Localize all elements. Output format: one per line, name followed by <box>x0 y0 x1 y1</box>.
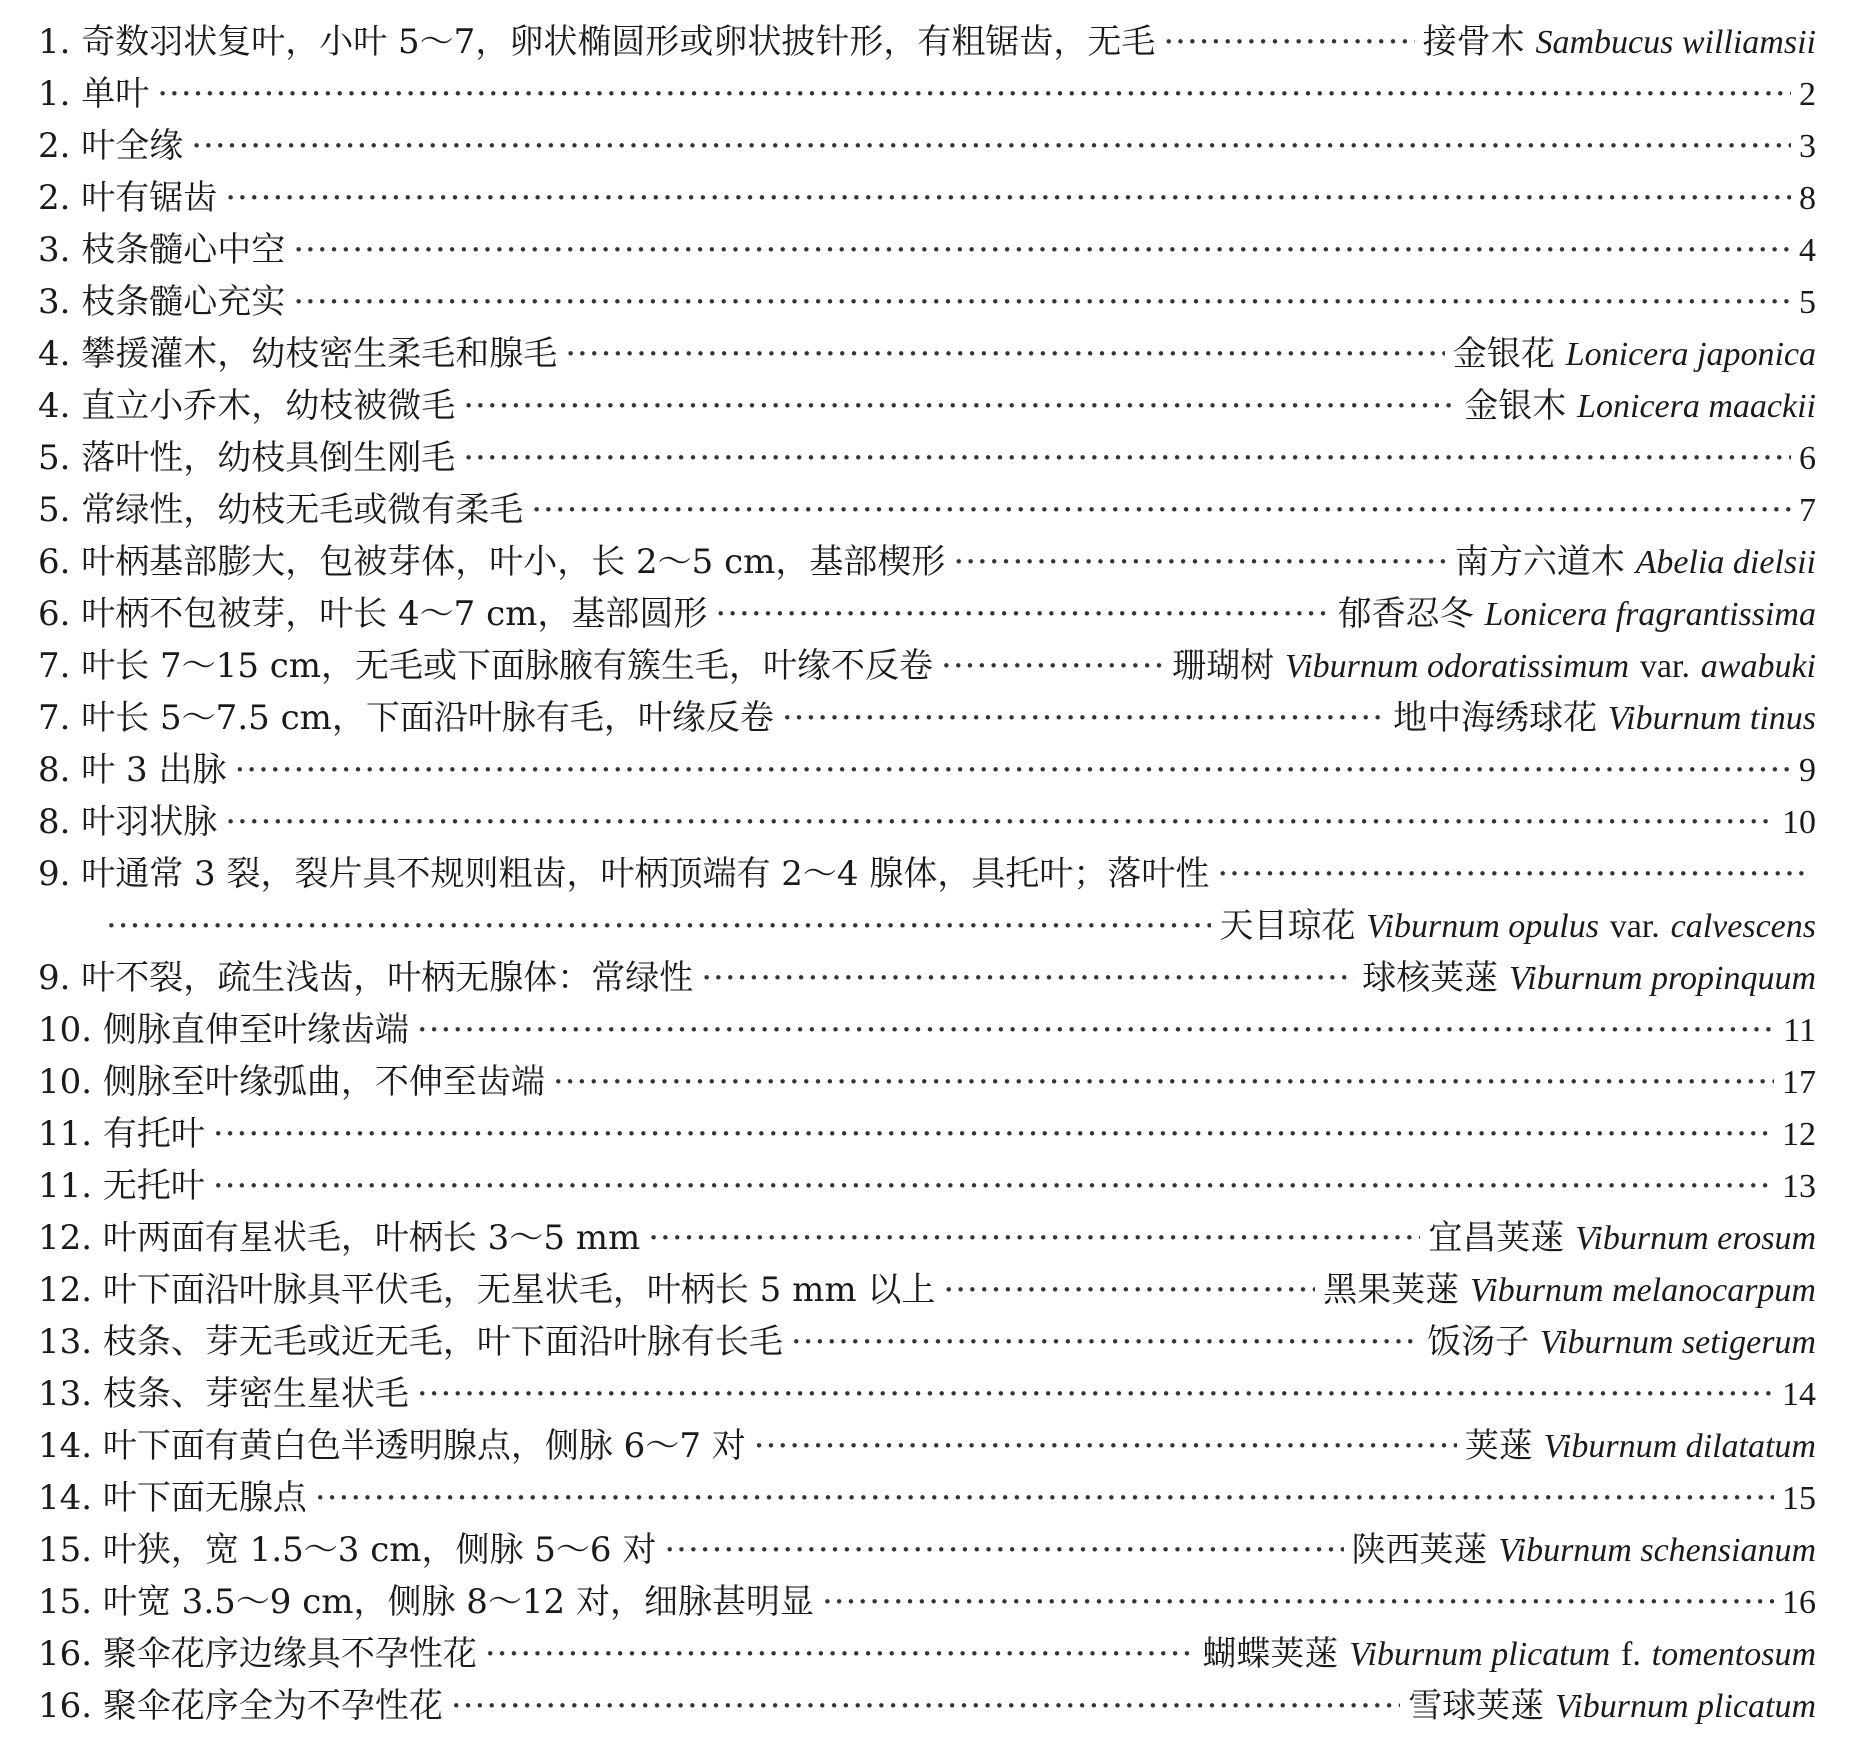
key-lead: 3. 枝条髓心中空 <box>38 230 286 270</box>
next-couplet-number: 12 <box>1782 1116 1816 1153</box>
scientific-name: Viburnum propinquum <box>1509 960 1816 997</box>
infraspecific-epithet: awabuki <box>1700 648 1816 685</box>
scientific-name: Viburnum plicatum <box>1555 1688 1816 1725</box>
leader-dots <box>791 1320 1419 1364</box>
key-lead: 1. 单叶 <box>38 74 150 114</box>
chinese-name: 南方六道木 <box>1454 542 1625 582</box>
leader-dots <box>451 1684 1400 1728</box>
leader-dots <box>648 1216 1420 1260</box>
key-line <box>38 1164 1816 1214</box>
key-line <box>38 644 1816 694</box>
scientific-name: Lonicera japonica <box>1565 336 1816 373</box>
leader-dots <box>701 956 1354 1000</box>
key-line-continuation <box>106 904 1816 954</box>
key-line <box>38 1476 1816 1526</box>
key-line <box>38 1268 1816 1318</box>
key-line <box>38 956 1816 1006</box>
scientific-name: Abelia dielsii <box>1635 544 1816 581</box>
taxon-rank: var. <box>1639 648 1690 685</box>
leader-dots <box>531 488 1791 532</box>
key-line <box>38 72 1816 122</box>
scientific-name: Sambucus williamsii <box>1535 24 1816 61</box>
leader-dots <box>293 228 1791 272</box>
scientific-name: Lonicera maackii <box>1577 388 1816 425</box>
key-lead: 16. 聚伞花序边缘具不孕性花 <box>38 1634 477 1674</box>
leader-dots <box>943 1268 1315 1312</box>
leader-dots <box>485 1632 1195 1676</box>
scientific-name: Viburnum schensianum <box>1498 1532 1816 1569</box>
chinese-name: 郁香忍冬 <box>1337 594 1474 634</box>
leader-dots <box>754 1424 1457 1468</box>
next-couplet-number: 2 <box>1799 76 1816 113</box>
key-line <box>38 1580 1816 1630</box>
key-line <box>38 176 1816 226</box>
leader-dots <box>191 124 1791 168</box>
leader-dots <box>235 748 1792 792</box>
key-target <box>1202 1632 1816 1677</box>
chinese-name: 接骨木 <box>1422 22 1525 62</box>
chinese-name: 天目琼花 <box>1219 906 1356 946</box>
key-lead: 15. 叶宽 3.5～9 cm，侧脉 8～12 对，细脉甚明显 <box>38 1582 814 1622</box>
scientific-name: Viburnum tinus <box>1607 700 1816 737</box>
key-target <box>1455 540 1816 585</box>
key-line <box>38 124 1816 174</box>
key-target <box>1427 1320 1816 1365</box>
leader-dots <box>565 332 1445 376</box>
leader-dots <box>715 592 1329 636</box>
key-line <box>38 748 1816 798</box>
leader-dots <box>463 384 1456 428</box>
key-lead: 5. 常绿性，幼枝无毛或微有柔毛 <box>38 490 524 530</box>
key-lead: 10. 侧脉直伸至叶缘齿端 <box>38 1010 409 1050</box>
key-lead: 12. 叶两面有星状毛，叶柄长 3～5 mm <box>38 1218 641 1258</box>
next-couplet-number: 10 <box>1782 804 1816 841</box>
next-couplet-number: 8 <box>1799 180 1816 217</box>
key-line <box>38 1216 1816 1266</box>
leader-dots <box>213 1112 1774 1156</box>
leader-dots <box>1163 20 1414 64</box>
chinese-name: 蝴蝶荚蒾 <box>1202 1634 1339 1674</box>
key-lead: 12. 叶下面沿叶脉具平伏毛，无星状毛，叶柄长 5 mm 以上 <box>38 1270 936 1310</box>
chinese-name: 黑果荚蒾 <box>1323 1270 1460 1310</box>
leader-dots <box>106 904 1211 948</box>
leader-dots <box>941 644 1164 688</box>
key-line <box>38 540 1816 590</box>
key-line <box>38 1112 1816 1162</box>
key-lead: 4. 直立小乔木，幼枝被微毛 <box>38 386 456 426</box>
key-target <box>1408 1684 1816 1729</box>
leader-dots <box>315 1476 1774 1520</box>
key-target <box>1352 1528 1816 1573</box>
key-target <box>1393 696 1816 741</box>
chinese-name: 雪球荚蒾 <box>1408 1686 1545 1726</box>
key-line <box>38 280 1816 330</box>
chinese-name: 珊瑚树 <box>1172 646 1275 686</box>
leader-dots <box>1217 852 1808 896</box>
key-lead: 10. 侧脉至叶缘弧曲，不伸至齿端 <box>38 1062 545 1102</box>
next-couplet-number: 17 <box>1782 1064 1816 1101</box>
key-line <box>38 696 1816 746</box>
key-target <box>1338 592 1816 637</box>
scientific-name: Viburnum plicatum <box>1349 1636 1611 1673</box>
next-couplet-number: 4 <box>1799 232 1816 269</box>
key-line <box>38 1008 1816 1058</box>
key-line <box>38 488 1816 538</box>
key-lead: 7. 叶长 7～15 cm，无毛或下面脉腋有簇生毛，叶缘不反卷 <box>38 646 934 686</box>
next-couplet-number: 13 <box>1782 1168 1816 1205</box>
key-target <box>1464 384 1816 429</box>
infraspecific-epithet: calvescens <box>1670 908 1816 945</box>
key-target <box>1323 1268 1816 1313</box>
key-lead: 2. 叶有锯齿 <box>38 178 218 218</box>
key-lead: 14. 叶下面无腺点 <box>38 1478 307 1518</box>
key-lead: 15. 叶狭，宽 1.5～3 cm，侧脉 5～6 对 <box>38 1530 657 1570</box>
next-couplet-number: 16 <box>1782 1584 1816 1621</box>
key-line <box>38 1372 1816 1422</box>
chinese-name: 球核荚蒾 <box>1362 958 1499 998</box>
key-target <box>1453 332 1816 377</box>
infraspecific-epithet: tomentosum <box>1651 1636 1816 1673</box>
key-line <box>38 436 1816 486</box>
key-line <box>38 592 1816 642</box>
chinese-name: 饭汤子 <box>1427 1322 1530 1362</box>
key-line <box>38 228 1816 278</box>
taxon-rank: f. <box>1621 1636 1641 1673</box>
key-lead: 5. 落叶性，幼枝具倒生刚毛 <box>38 438 456 478</box>
key-lead: 6. 叶柄基部膨大，包被芽体，叶小，长 2～5 cm，基部楔形 <box>38 542 946 582</box>
next-couplet-number: 6 <box>1799 440 1816 477</box>
leader-dots <box>953 540 1446 584</box>
scientific-name: Viburnum dilatatum <box>1543 1428 1816 1465</box>
key-line <box>38 1684 1816 1734</box>
key-target <box>1172 644 1816 689</box>
key-lead: 7. 叶长 5～7.5 cm，下面沿叶脉有毛，叶缘反卷 <box>38 698 774 738</box>
key-line <box>38 800 1816 850</box>
key-lead: 6. 叶柄不包被芽，叶长 4～7 cm，基部圆形 <box>38 594 708 634</box>
leader-dots <box>293 280 1791 324</box>
key-line <box>38 20 1816 70</box>
key-target <box>1423 20 1816 65</box>
leader-dots <box>463 436 1791 480</box>
key-lead: 2. 叶全缘 <box>38 126 184 166</box>
next-couplet-number: 14 <box>1782 1376 1816 1413</box>
taxon-rank: var. <box>1609 908 1660 945</box>
key-line <box>38 1320 1816 1370</box>
key-lead: 1. 奇数羽状复叶，小叶 5～7，卵状椭圆形或卵状披针形，有粗锯齿，无毛 <box>38 22 1156 62</box>
next-couplet-number: 9 <box>1799 752 1816 789</box>
key-lead: 4. 攀援灌木，幼枝密生柔毛和腺毛 <box>38 334 558 374</box>
leader-dots <box>213 1164 1774 1208</box>
chinese-name: 陕西荚蒾 <box>1351 1530 1488 1570</box>
leader-dots <box>225 176 1791 220</box>
chinese-name: 宜昌荚蒾 <box>1428 1218 1565 1258</box>
key-target <box>1362 956 1816 1001</box>
chinese-name: 荚蒾 <box>1464 1426 1533 1466</box>
key-target <box>1428 1216 1816 1261</box>
key-line <box>38 1632 1816 1682</box>
key-lead: 3. 枝条髓心充实 <box>38 282 286 322</box>
scientific-name: Viburnum odoratissimum <box>1284 648 1630 685</box>
key-line <box>38 1424 1816 1474</box>
next-couplet-number: 3 <box>1799 128 1816 165</box>
key-lead: 8. 叶羽状脉 <box>38 802 218 842</box>
chinese-name: 地中海绣球花 <box>1393 698 1598 738</box>
key-line <box>38 1060 1816 1110</box>
next-couplet-number: 11 <box>1783 1012 1816 1049</box>
key-target <box>1219 904 1816 949</box>
key-lead: 16. 聚伞花序全为不孕性花 <box>38 1686 443 1726</box>
key-lead: 14. 叶下面有黄白色半透明腺点，侧脉 6～7 对 <box>38 1426 746 1466</box>
scientific-name: Viburnum erosum <box>1575 1220 1816 1257</box>
key-line <box>38 1528 1816 1578</box>
leader-dots <box>417 1008 1775 1052</box>
scientific-name: Viburnum setigerum <box>1539 1324 1816 1361</box>
leader-dots <box>822 1580 1774 1624</box>
leader-dots <box>417 1372 1774 1416</box>
next-couplet-number: 5 <box>1799 284 1816 321</box>
chinese-name: 金银花 <box>1452 334 1555 374</box>
scientific-name: Viburnum melanocarpum <box>1470 1272 1816 1309</box>
leader-dots <box>782 696 1385 740</box>
leader-dots <box>157 72 1791 116</box>
key-lead: 8. 叶 3 出脉 <box>38 750 227 790</box>
key-lead: 11. 有托叶 <box>38 1114 205 1154</box>
next-couplet-number: 15 <box>1782 1480 1816 1517</box>
key-line <box>38 332 1816 382</box>
key-lead: 11. 无托叶 <box>38 1166 205 1206</box>
key-lead: 9. 叶不裂，疏生浅齿，叶柄无腺体：常绿性 <box>38 958 694 998</box>
key-lead: 9. 叶通常 3 裂，裂片具不规则粗齿，叶柄顶端有 2～4 腺体，具托叶；落叶性 <box>38 854 1210 894</box>
leader-dots <box>225 800 1774 844</box>
next-couplet-number: 7 <box>1799 492 1816 529</box>
key-lead: 13. 枝条、芽密生星状毛 <box>38 1374 409 1414</box>
chinese-name: 金银木 <box>1464 386 1567 426</box>
scientific-name: Lonicera fragrantissima <box>1484 596 1816 633</box>
scientific-name: Viburnum opulus <box>1366 908 1599 945</box>
key-line <box>38 384 1816 434</box>
key-target <box>1465 1424 1816 1469</box>
key-lead: 13. 枝条、芽无毛或近无毛，叶下面沿叶脉有长毛 <box>38 1322 783 1362</box>
key-line <box>38 852 1816 902</box>
leader-dots <box>553 1060 1774 1104</box>
leader-dots <box>664 1528 1343 1572</box>
